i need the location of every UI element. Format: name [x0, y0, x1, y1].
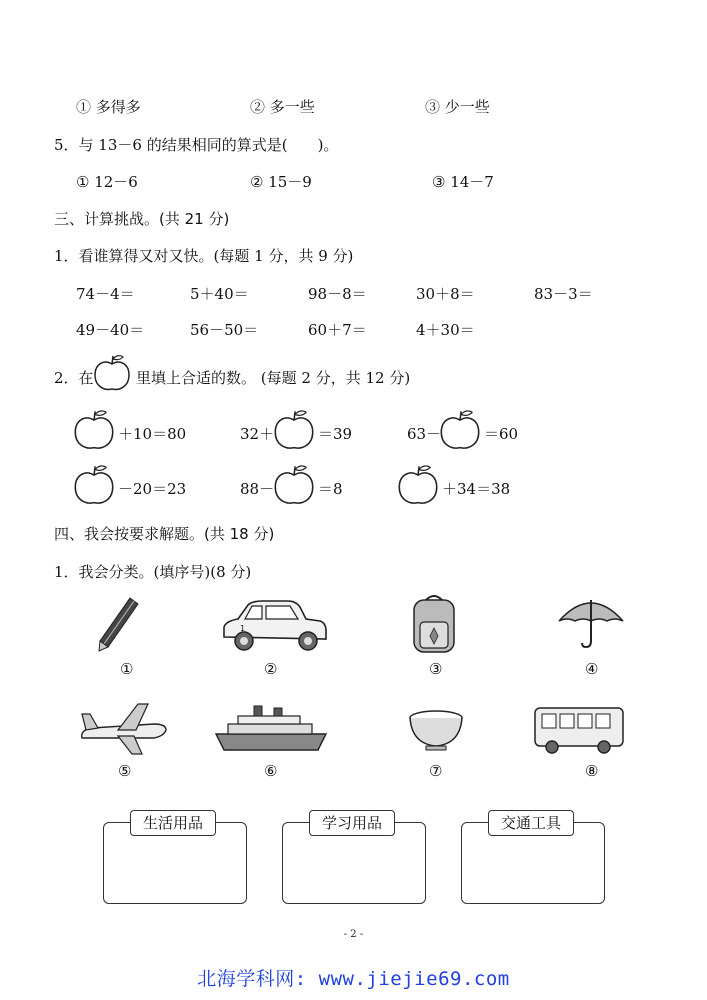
car-icon	[218, 597, 330, 655]
apple-eq-post: ＋34＝38	[442, 480, 511, 498]
section3-p2-suffix: 里填上合适的数。 (每题 2 分，共 12 分)	[136, 369, 411, 387]
section3-title: 三、计算挑战。(共 21 分)	[54, 210, 230, 228]
calc-item: 49－40＝	[76, 321, 145, 339]
backpack-icon	[406, 592, 462, 656]
apple-blank-icon	[438, 408, 482, 452]
picture-label: ①	[120, 660, 134, 678]
picture-label: ②	[264, 660, 278, 678]
calc-item: 83－3＝	[534, 285, 593, 303]
bus-icon	[532, 704, 626, 756]
calc-item: 60＋7＝	[308, 321, 367, 339]
q4-option-2: ② 多一些	[250, 98, 315, 116]
bowl-icon	[406, 708, 466, 754]
calc-item: 5＋40＝	[190, 285, 249, 303]
airplane-icon	[78, 700, 170, 758]
picture-label: ⑥	[264, 762, 278, 780]
apple-eq-post: ＝60	[484, 425, 519, 443]
calc-item: 4＋30＝	[416, 321, 475, 339]
apple-eq-post: －20＝23	[118, 480, 187, 498]
q5-option-1: ① 12－6	[76, 173, 138, 191]
picture-label: ④	[585, 660, 599, 678]
apple-eq-post: ＝39	[318, 425, 353, 443]
calc-item: 74－4＝	[76, 285, 135, 303]
section3-p2-prefix: 2．在	[54, 369, 94, 387]
apple-blank-icon	[272, 463, 316, 507]
calc-item: 30＋8＝	[416, 285, 475, 303]
apple-icon	[92, 353, 132, 393]
picture-label: ⑧	[585, 762, 599, 780]
calc-item: 56－50＝	[190, 321, 259, 339]
pencil-icon	[96, 595, 142, 653]
apple-eq-post: ＝8	[318, 480, 343, 498]
ship-icon	[214, 700, 330, 756]
page-number: - 2 -	[343, 929, 364, 940]
category-box-daily-label: 生活用品	[130, 810, 216, 836]
apple-blank-icon	[396, 463, 440, 507]
apple-blank-icon	[72, 408, 116, 452]
section3-p1-title: 1．看谁算得又对又快。(每题 1 分，共 9 分)	[54, 247, 354, 265]
calc-item: 98－8＝	[308, 285, 367, 303]
umbrella-icon	[556, 595, 626, 651]
apple-eq-post: ＋10＝80	[118, 425, 187, 443]
picture-label: ③	[429, 660, 443, 678]
picture-label: ⑦	[429, 762, 443, 780]
svg-text:1: 1	[240, 624, 246, 633]
q4-option-3: ③ 少一些	[425, 98, 490, 116]
q5-option-2: ② 15－9	[250, 173, 312, 191]
q5-option-3: ③ 14－7	[432, 173, 494, 191]
apple-eq-pre: 63－	[407, 425, 442, 443]
category-box-transport-label: 交通工具	[488, 810, 574, 836]
section4-p1-title: 1．我会分类。(填序号)(8 分)	[54, 563, 252, 581]
q4-option-1: ① 多得多	[76, 98, 141, 116]
apple-eq-pre: 88－	[240, 480, 275, 498]
section4-title: 四、我会按要求解题。(共 18 分)	[54, 525, 275, 543]
apple-blank-icon	[72, 463, 116, 507]
apple-blank-icon	[272, 408, 316, 452]
apple-eq-pre: 32＋	[240, 425, 275, 443]
footer-watermark[interactable]: 北海学科网: www.jiejie69.com	[197, 968, 510, 990]
picture-label: ⑤	[118, 762, 132, 780]
q5-stem: 5．与 13－6 的结果相同的算式是( )。	[54, 136, 339, 154]
category-box-study-label: 学习用品	[309, 810, 395, 836]
